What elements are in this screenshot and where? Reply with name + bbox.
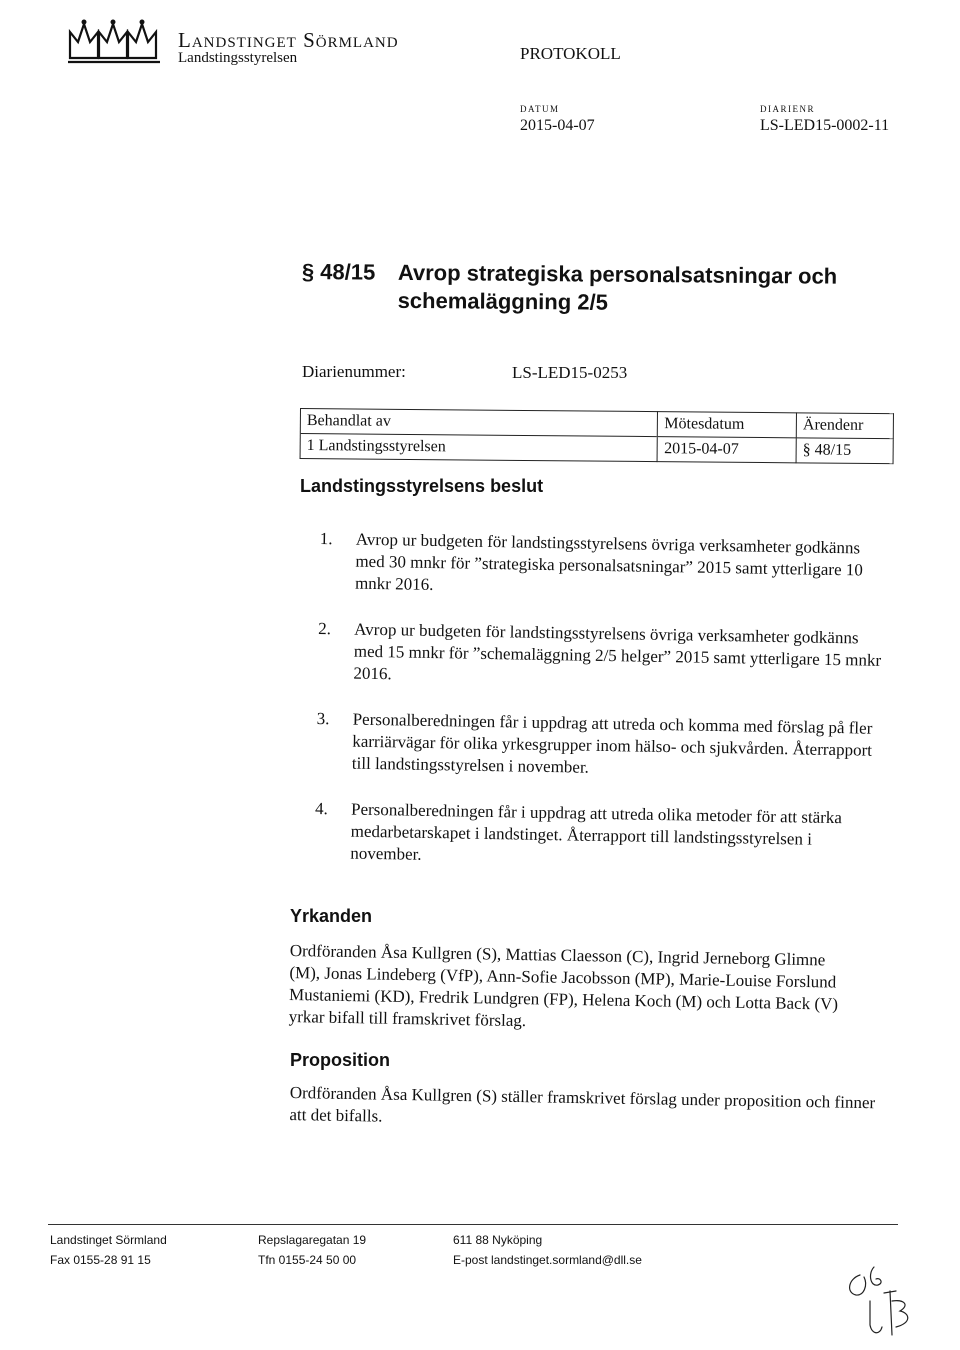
datum-value: 2015-04-07: [520, 117, 595, 134]
decision-list: [314, 528, 890, 898]
table-cell: § 48/15: [796, 438, 893, 464]
title-line-1: Avrop strategiska personalsatsningar och: [397, 259, 838, 289]
list-item-text: Avrop ur budgeten för landstingsstyrelsens övriga verksamheter godkänns med 15 mnkr för ”schemaläggning 2/5 helger” 2015 samt ytterligare 15 mnkr 2016.: [353, 619, 882, 684]
list-item-text: Avrop ur budgeten för landstingsstyrelsens övriga verksamheter godkänns med 30 mnkr för ”strategiska personalsatsningar” 2015 samt ytterligare 10 mnkr 2016.: [354, 529, 864, 594]
yrkanden-text: Ordföranden Åsa Kullgren (S), Mattias Claesson (C), Ingrid Jerneborg Glimne (M), Jonas Lindeberg (VfP), Ann-Sofie Jacobsson (MP), Marie-Louise Forslund Mustaniemi (KD), Fredrik Lundgren (FP), Helena Koch (M) och Lotta Back (V) yrkar bifall till framskrivet förslag.: [288, 940, 839, 1031]
diarienr-value: LS-LED15-0002-11: [760, 117, 890, 134]
table-header-cell: Behandlat av: [300, 409, 658, 437]
footer-text: E-post landstinget.sormland@dll.se: [453, 1253, 642, 1267]
list-item-number: 3.: [316, 708, 330, 729]
list-item-text: Personalberedningen får i uppdrag att utreda olika metoder för att stärka medarbetarskapet i landstinget. Återrapport till landstingsstyrelsen i november.: [350, 799, 843, 864]
footer-text: Fax 0155-28 91 15: [50, 1253, 151, 1267]
document-type: PROTOKOLL: [520, 44, 621, 63]
table-header-cell: Ärendenr: [796, 413, 893, 439]
proposition-text: Ordföranden Åsa Kullgren (S) ställer framskrivet förslag under proposition och finner att det bifalls.: [289, 1082, 876, 1126]
page-title: [302, 258, 902, 319]
table-row: [300, 434, 893, 464]
list-item-number: 4.: [314, 798, 329, 819]
table-cell: 2015-04-07: [657, 437, 796, 463]
list-item-number: 1.: [319, 528, 333, 549]
diarienr-label: DIARIENR: [760, 104, 815, 114]
diarienummer-value: LS-LED15-0253: [512, 363, 628, 382]
footer-text: 611 88 Nyköping: [453, 1233, 543, 1247]
table-cell: 1 Landstingsstyrelsen: [300, 434, 658, 462]
table-header-cell: Mötesdatum: [658, 412, 797, 438]
diarienummer-label: Diarienummer:: [302, 362, 406, 381]
title-paragraph-number: § 48/15: [301, 258, 376, 285]
footer-text: Landstinget Sörmland: [50, 1233, 167, 1247]
list-item: [316, 708, 887, 784]
organization-subtitle: Landstingsstyrelsen: [178, 50, 298, 66]
list-item: [317, 618, 888, 694]
datum-label: DATUM: [520, 104, 560, 114]
yrkanden-heading: Yrkanden: [290, 906, 373, 926]
organization-name: Landstinget Sörmland: [178, 28, 399, 52]
footer-text: Tfn 0155-24 50 00: [258, 1253, 357, 1267]
footer-text: Repslagaregatan 19: [258, 1233, 367, 1247]
list-item-text: Personalberedningen får i uppdrag att utreda och komma med förslag på fler karriärvägar för olika yrkesgrupper inom hälso- och sjukvården. Återrapport till landstingsstyrelsen i november.: [351, 709, 873, 777]
handled-table: [300, 408, 894, 464]
proposition-heading: Proposition: [290, 1050, 390, 1070]
handwritten-initials-icon: [840, 1255, 930, 1345]
title-line-2: schemaläggning 2/5: [397, 287, 609, 315]
list-item-number: 2.: [318, 618, 332, 639]
list-item: [314, 798, 885, 874]
crowns-logo-icon: [66, 14, 164, 66]
footer-column-2: [258, 1230, 366, 1270]
footer-column-3: [453, 1230, 642, 1270]
footer-column-1: [50, 1230, 167, 1270]
footer-divider: [48, 1224, 898, 1225]
list-item: [319, 528, 890, 604]
beslut-heading: Landstingsstyrelsens beslut: [300, 476, 544, 496]
